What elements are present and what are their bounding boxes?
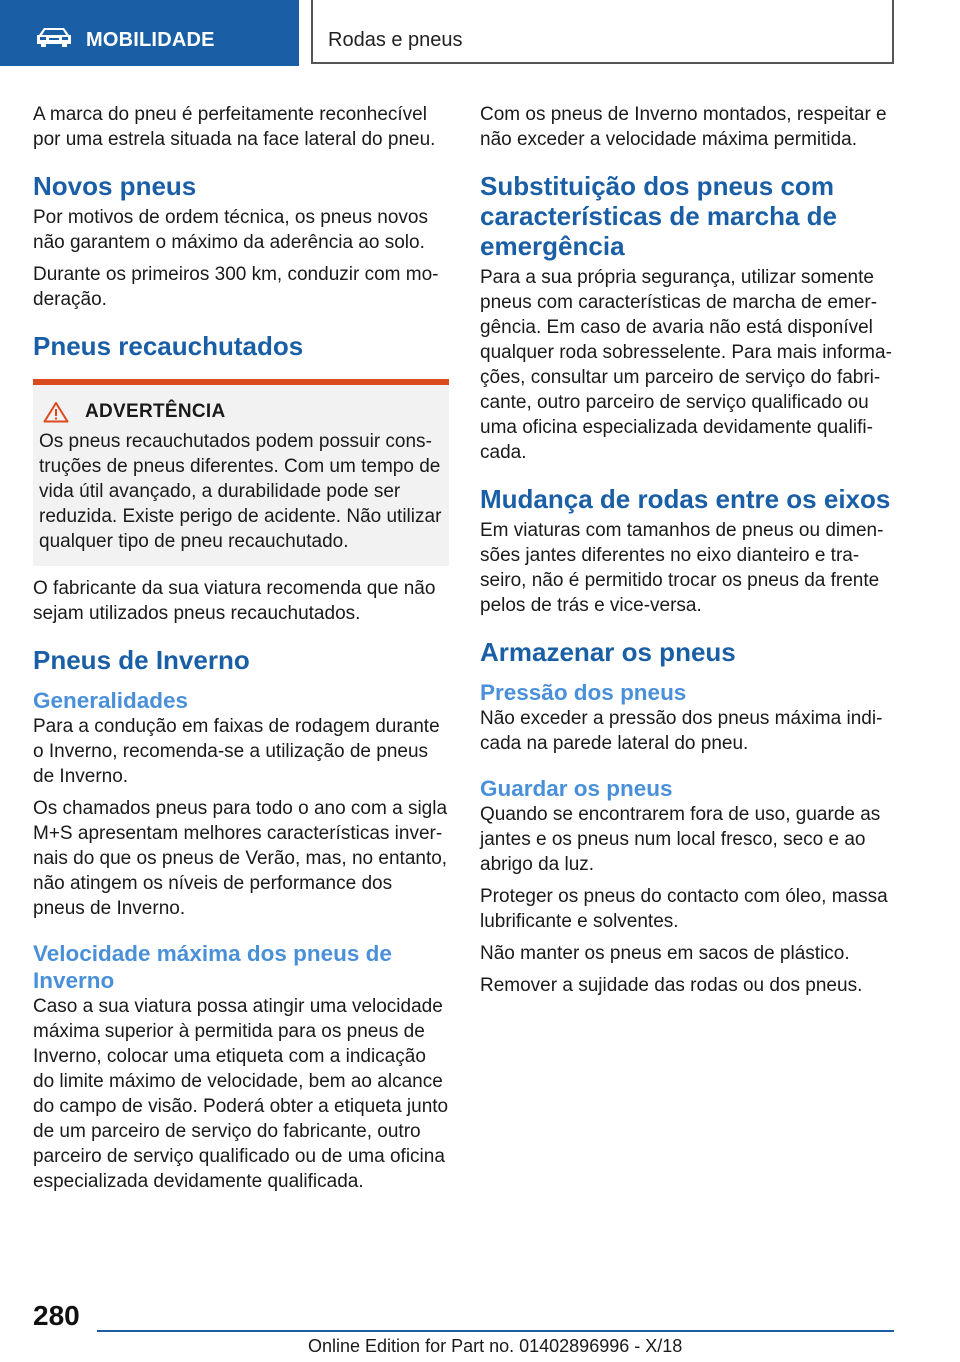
- novos-paragraph-1: Por motivos de ordem técnica, os pneus novos não garantem o máximo da aderência ao solo.: [33, 207, 428, 253]
- pressao-paragraph: Não exceder a pressão dos pneus máxima indicada na parede lateral do pneu.: [480, 708, 883, 754]
- section-tab: [0, 0, 299, 66]
- novos-paragraph-2: Durante os primeiros 300 km, conduzir com moderação.: [33, 264, 439, 310]
- car-icon: [36, 26, 72, 48]
- subheading-generalidades: Generalidades: [33, 688, 189, 713]
- guardar-paragraph-2: Proteger os pneus do contacto com óleo, massa lubrificante e solventes.: [480, 886, 888, 932]
- heading-pneus-inverno: Pneus de Inverno: [33, 645, 250, 675]
- generalidades-paragraph-2: Os chamados pneus para todo o ano com a sigla M+S apresentam melhores características invernais do que os pneus de Verão, mas, no entanto, não atingem os níveis de performance dos pneus de Inverno.: [33, 798, 448, 919]
- velocidade-paragraph: Caso a sua viatura possa atingir uma velocidade máxima superior à permitida para os pneus de Inverno, colocar uma etiqueta com a indicação do limite máximo de velocidade, bem ao alcance do campo de visão. Poderá obter a etiqueta junto de um parceiro de serviço do fabricante, outro parceiro de serviço qualificado ou de uma oficina especializada devidamente qualificada.: [33, 996, 449, 1192]
- right-column: [480, 102, 894, 1005]
- subheading-guardar: Guardar os pneus: [480, 776, 673, 801]
- warning-triangle-icon: [43, 401, 69, 423]
- left-column: [33, 102, 449, 1201]
- subheading-velocidade-maxima: Velocidade máxima dos pneus de Inverno: [33, 941, 392, 993]
- heading-armazenar: Armazenar os pneus: [480, 637, 736, 667]
- chapter-label: Rodas e pneus: [328, 29, 463, 51]
- guardar-paragraph-4: Remover a sujidade das rodas ou dos pneus.: [480, 975, 863, 996]
- mudanca-paragraph: Em viaturas com tamanhos de pneus ou dimensões jantes diferentes no eixo dianteiro e traseiro, não é permitido trocar os pneus da frente pelos de trás e vice-versa.: [480, 520, 884, 616]
- warning-box: [33, 379, 449, 566]
- guardar-paragraph-1: Quando se encontrarem fora de uso, guarde as jantes e os pneus num local fresco, seco e ao abrigo da luz.: [480, 804, 881, 875]
- heading-novos-pneus: Novos pneus: [33, 171, 197, 201]
- recauch-paragraph: O fabricante da sua viatura recomenda que não sejam utilizados pneus recauchutados.: [33, 578, 436, 624]
- warning-title: ADVERTÊNCIA: [85, 401, 226, 422]
- section-label: MOBILIDADE: [86, 29, 215, 51]
- generalidades-paragraph-1: Para a condução em faixas de rodagem durante o Inverno, recomenda-se a utilização de pneus de Inverno.: [33, 716, 440, 787]
- warning-text: Os pneus recauchutados podem possuir construções de pneus diferentes. Com um tempo de vida útil avançado, a durabilidade pode ser reduzida. Existe perigo de acidente. Não utilizar qualquer tipo de pneu recauchutado.: [39, 431, 442, 552]
- right-intro-paragraph: Com os pneus de Inverno montados, respeitar e não exceder a velocidade máxima permitida.: [480, 104, 887, 150]
- heading-substituicao: Substituição dos pneus com características de marcha de emergência: [480, 171, 837, 261]
- heading-mudanca-rodas: Mudança de rodas entre os eixos: [480, 484, 891, 514]
- guardar-paragraph-3: Não manter os pneus em sacos de plástico.: [480, 943, 850, 964]
- page-header: [0, 0, 960, 66]
- page-number: 280: [33, 1300, 80, 1331]
- footer-divider: [97, 1330, 894, 1332]
- substituicao-paragraph: Para a sua própria segurança, utilizar somente pneus com características de marcha de emergência. Em caso de avaria não está disponível qualquer roda sobresselente. Para mais informações, consultar um parceiro de serviço do fabricante, outro parceiro de serviço qualificado ou uma oficina especializada devidamente qualificada.: [480, 267, 892, 463]
- intro-paragraph: A marca do pneu é perfeitamente reconhecível por uma estrela situada na face lateral do pneu.: [33, 104, 436, 150]
- chapter-box: [311, 0, 894, 64]
- subheading-pressao: Pressão dos pneus: [480, 680, 687, 705]
- edition-text: Online Edition for Part no. 01402896996 - X/18: [308, 1336, 683, 1356]
- heading-pneus-recauchutados: Pneus recauchutados: [33, 331, 304, 361]
